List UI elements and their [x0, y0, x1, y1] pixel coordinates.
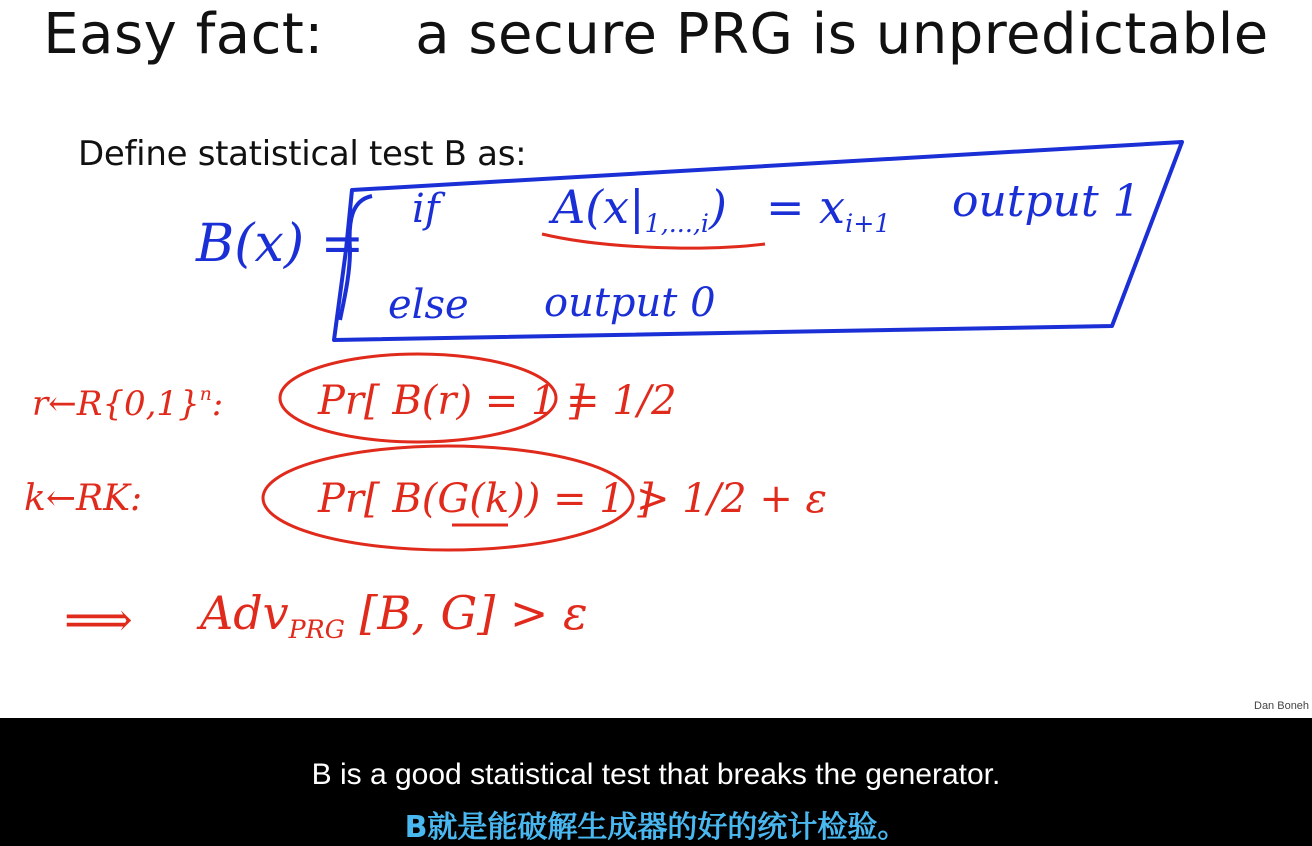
row2-separator: : — [130, 478, 143, 519]
b-of-x-lhs: B(x) = — [196, 214, 365, 274]
subtitle-chinese: B就是能破解生成器的好的统计检验。 — [404, 810, 908, 845]
row1-value: = 1/2 — [566, 378, 677, 424]
row1-probability: Pr[ B(r) = 1 ] — [318, 378, 585, 424]
adv-comparison: > ε — [509, 586, 588, 640]
row2-var: k — [24, 478, 46, 519]
slide-title: Easy fact: a secure PRG is unpredictable — [43, 2, 1269, 67]
adversary-call-close: ) — [709, 180, 727, 234]
subtitle-english: B is a good statistical test that breaks the generator. — [311, 758, 1001, 791]
next-bit-text: = x — [766, 180, 846, 234]
adversary-call-text: A(x| — [552, 180, 645, 234]
row1-arrow: ←R — [48, 384, 103, 424]
row1-set: {0,1} — [102, 384, 200, 424]
adv-label: Adv — [200, 586, 289, 640]
output-one: output 1 — [952, 176, 1141, 227]
if-keyword: if — [412, 186, 440, 232]
output-zero: output 0 — [544, 280, 716, 326]
row2-set: K — [103, 478, 131, 519]
row1-exponent: n — [199, 384, 212, 406]
adv-args: [B, G] — [359, 586, 496, 640]
implies-arrow: ⟹ — [64, 592, 133, 648]
row2-value: > 1/2 + ε — [636, 476, 828, 522]
row2-probability: Pr[ B(G(k)) = 1 ] — [318, 476, 654, 522]
prefix-subscript: 1,...,i — [644, 208, 710, 238]
adversary-call — [552, 180, 727, 238]
row1-separator: : — [211, 384, 224, 424]
next-bit-subscript: i+1 — [845, 208, 891, 238]
row1-sampling — [32, 384, 223, 424]
else-keyword: else — [388, 282, 469, 328]
author-credit: Dan Boneh — [1254, 700, 1310, 712]
define-statement: Define statistical test B as: — [78, 134, 527, 174]
row1-var: r — [32, 384, 49, 424]
adv-subscript: PRG — [288, 614, 345, 644]
row2-arrow: ←R — [45, 478, 104, 519]
row2-sampling — [24, 478, 142, 519]
next-bit-term — [766, 180, 891, 238]
advantage-expression — [200, 586, 588, 644]
